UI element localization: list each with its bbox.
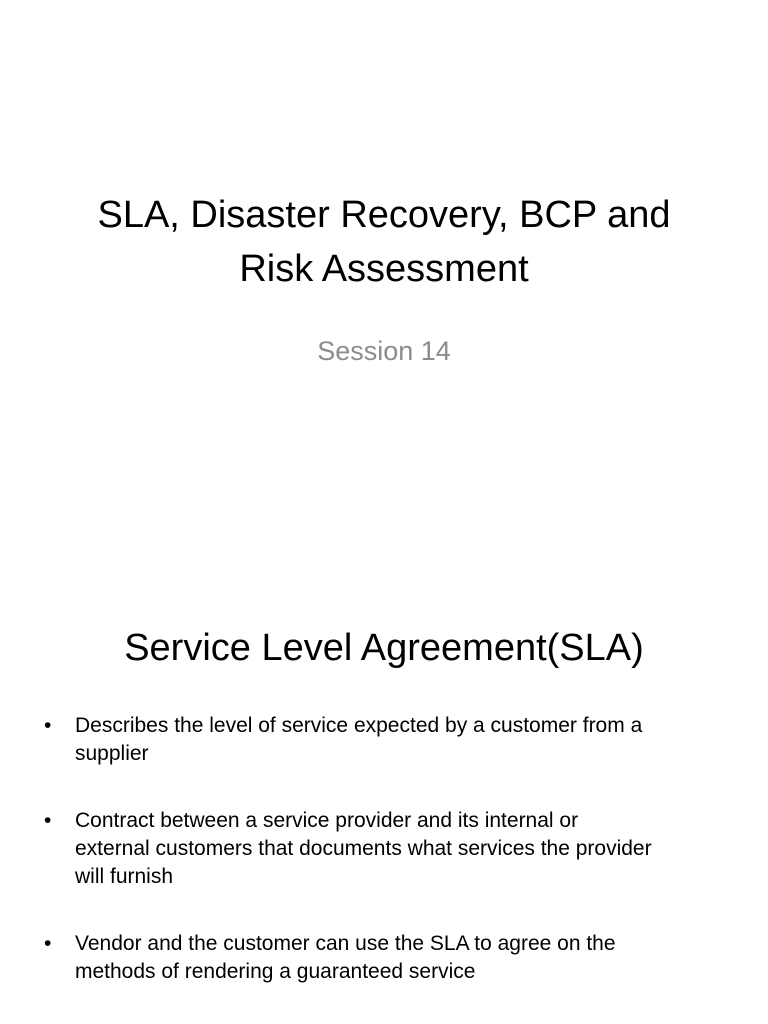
bullet-item [40,930,740,986]
slide-subtitle: Session 14 [317,336,451,366]
slide-heading: Service Level Agreement(SLA) [124,627,644,669]
bullet-list [40,712,740,986]
bullet-icon: • [44,714,52,737]
bullet-line: Vendor and the customer can use the SLA to agree on the [75,932,616,955]
bullet-line: will furnish [75,865,174,888]
bullet-icon: • [44,932,52,955]
slide-title [40,188,728,296]
slide-title-line-1: SLA, Disaster Recovery, BCP and [97,194,671,236]
bullet-line: external customers that documents what services the provider [75,837,652,860]
bullet-line: Contract between a service provider and its internal or [75,809,579,832]
slide-title-line-2: Risk Assessment [239,248,529,290]
bullet-item [40,712,740,768]
bullet-item [40,807,740,891]
bullet-line: supplier [75,742,149,765]
bullet-line: Describes the level of service expected by a customer from a [75,714,643,737]
content-slide [0,560,768,1024]
bullet-line: methods of rendering a guaranteed service [75,960,476,983]
bullet-icon: • [44,809,52,832]
